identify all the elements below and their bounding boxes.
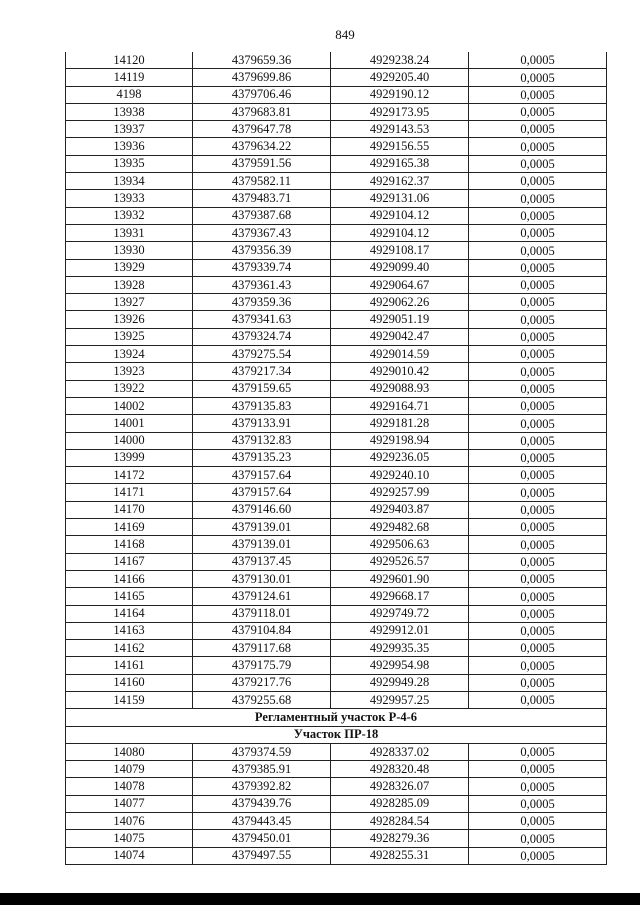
- x-coordinate-cell: 4379255.68: [193, 691, 331, 708]
- y-coordinate-cell: 4929912.01: [331, 622, 469, 639]
- table-row: [66, 830, 607, 847]
- table-row: [66, 380, 607, 397]
- x-coordinate-cell: 4379157.64: [193, 484, 331, 501]
- point-id-cell: 13933: [66, 190, 193, 207]
- accuracy-cell: 0,0005: [469, 294, 607, 311]
- x-coordinate-cell: 4379367.43: [193, 224, 331, 241]
- accuracy-cell: 0,0005: [469, 761, 607, 778]
- point-id-cell: 14166: [66, 570, 193, 587]
- table-row: [66, 484, 607, 501]
- point-id-cell: 14170: [66, 501, 193, 518]
- table-row: [66, 346, 607, 363]
- point-id-cell: 14076: [66, 813, 193, 830]
- table-row: [66, 86, 607, 103]
- table-row: [66, 415, 607, 432]
- point-id-cell: 13936: [66, 138, 193, 155]
- x-coordinate-cell: 4379159.65: [193, 380, 331, 397]
- accuracy-cell: 0,0005: [469, 346, 607, 363]
- accuracy-cell: 0,0005: [469, 467, 607, 484]
- y-coordinate-cell: 4929240.10: [331, 467, 469, 484]
- coordinates-table-top-body: [66, 52, 607, 709]
- x-coordinate-cell: 4379217.34: [193, 363, 331, 380]
- y-coordinate-cell: 4929236.05: [331, 449, 469, 466]
- x-coordinate-cell: 4379130.01: [193, 570, 331, 587]
- x-coordinate-cell: 4379137.45: [193, 553, 331, 570]
- point-id-cell: 14000: [66, 432, 193, 449]
- point-id-cell: 13930: [66, 242, 193, 259]
- subsection-heading-row: [66, 726, 607, 743]
- table-row: [66, 311, 607, 328]
- accuracy-cell: 0,0005: [469, 397, 607, 414]
- section-heading-body: [66, 709, 607, 744]
- y-coordinate-cell: 4929010.42: [331, 363, 469, 380]
- table-row: [66, 69, 607, 86]
- y-coordinate-cell: 4929131.06: [331, 190, 469, 207]
- table-row: [66, 190, 607, 207]
- accuracy-cell: 0,0005: [469, 363, 607, 380]
- accuracy-cell: 0,0005: [469, 86, 607, 103]
- table-row: [66, 328, 607, 345]
- accuracy-cell: 0,0005: [469, 449, 607, 466]
- x-coordinate-cell: 4379361.43: [193, 276, 331, 293]
- x-coordinate-cell: 4379217.76: [193, 674, 331, 691]
- section-heading: Регламентный участок Р-4-6: [66, 709, 607, 726]
- x-coordinate-cell: 4379118.01: [193, 605, 331, 622]
- accuracy-cell: 0,0005: [469, 640, 607, 657]
- subsection-heading: Участок ПР-18: [66, 726, 607, 743]
- x-coordinate-cell: 4379132.83: [193, 432, 331, 449]
- x-coordinate-cell: 4379439.76: [193, 795, 331, 812]
- point-id-cell: 14167: [66, 553, 193, 570]
- point-id-cell: 13926: [66, 311, 193, 328]
- x-coordinate-cell: 4379104.84: [193, 622, 331, 639]
- x-coordinate-cell: 4379275.54: [193, 346, 331, 363]
- point-id-cell: 13937: [66, 121, 193, 138]
- x-coordinate-cell: 4379385.91: [193, 761, 331, 778]
- coordinates-table-bottom-body: [66, 743, 607, 864]
- point-id-cell: 14080: [66, 743, 193, 760]
- y-coordinate-cell: 4929526.57: [331, 553, 469, 570]
- y-coordinate-cell: 4929506.63: [331, 536, 469, 553]
- point-id-cell: 13925: [66, 328, 193, 345]
- y-coordinate-cell: 4929205.40: [331, 69, 469, 86]
- x-coordinate-cell: 4379341.63: [193, 311, 331, 328]
- y-coordinate-cell: 4928255.31: [331, 847, 469, 864]
- point-id-cell: 13999: [66, 449, 193, 466]
- y-coordinate-cell: 4928337.02: [331, 743, 469, 760]
- x-coordinate-cell: 4379139.01: [193, 519, 331, 536]
- x-coordinate-cell: 4379157.64: [193, 467, 331, 484]
- table-row: [66, 674, 607, 691]
- y-coordinate-cell: 4928279.36: [331, 830, 469, 847]
- y-coordinate-cell: 4929482.68: [331, 519, 469, 536]
- table-row: [66, 224, 607, 241]
- accuracy-cell: 0,0005: [469, 691, 607, 708]
- point-id-cell: 13923: [66, 363, 193, 380]
- point-id-cell: 13929: [66, 259, 193, 276]
- table-row: [66, 363, 607, 380]
- accuracy-cell: 0,0005: [469, 173, 607, 190]
- point-id-cell: 13927: [66, 294, 193, 311]
- table-row: [66, 588, 607, 605]
- table-row: [66, 570, 607, 587]
- accuracy-cell: 0,0005: [469, 588, 607, 605]
- y-coordinate-cell: 4929403.87: [331, 501, 469, 518]
- accuracy-cell: 0,0005: [469, 830, 607, 847]
- x-coordinate-cell: 4379443.45: [193, 813, 331, 830]
- accuracy-cell: 0,0005: [469, 190, 607, 207]
- accuracy-cell: 0,0005: [469, 328, 607, 345]
- accuracy-cell: 0,0005: [469, 501, 607, 518]
- y-coordinate-cell: 4929088.93: [331, 380, 469, 397]
- x-coordinate-cell: 4379392.82: [193, 778, 331, 795]
- point-id-cell: 14119: [66, 69, 193, 86]
- table-row: [66, 536, 607, 553]
- point-id-cell: 14160: [66, 674, 193, 691]
- x-coordinate-cell: 4379706.46: [193, 86, 331, 103]
- accuracy-cell: 0,0005: [469, 224, 607, 241]
- point-id-cell: 14164: [66, 605, 193, 622]
- table-row: [66, 259, 607, 276]
- accuracy-cell: 0,0005: [469, 743, 607, 760]
- point-id-cell: 14120: [66, 52, 193, 69]
- table-row: [66, 207, 607, 224]
- table-row: [66, 397, 607, 414]
- table-row: [66, 449, 607, 466]
- y-coordinate-cell: 4928320.48: [331, 761, 469, 778]
- x-coordinate-cell: 4379324.74: [193, 328, 331, 345]
- y-coordinate-cell: 4929749.72: [331, 605, 469, 622]
- accuracy-cell: 0,0005: [469, 276, 607, 293]
- point-id-cell: 14161: [66, 657, 193, 674]
- y-coordinate-cell: 4929099.40: [331, 259, 469, 276]
- accuracy-cell: 0,0005: [469, 847, 607, 864]
- accuracy-cell: 0,0005: [469, 52, 607, 69]
- point-id-cell: 14171: [66, 484, 193, 501]
- x-coordinate-cell: 4379133.91: [193, 415, 331, 432]
- x-coordinate-cell: 4379175.79: [193, 657, 331, 674]
- accuracy-cell: 0,0005: [469, 103, 607, 120]
- point-id-cell: 14159: [66, 691, 193, 708]
- table-row: [66, 467, 607, 484]
- y-coordinate-cell: 4929162.37: [331, 173, 469, 190]
- y-coordinate-cell: 4929108.17: [331, 242, 469, 259]
- table-row: [66, 173, 607, 190]
- x-coordinate-cell: 4379139.01: [193, 536, 331, 553]
- x-coordinate-cell: 4379374.59: [193, 743, 331, 760]
- accuracy-cell: 0,0005: [469, 155, 607, 172]
- y-coordinate-cell: 4929181.28: [331, 415, 469, 432]
- point-id-cell: 14075: [66, 830, 193, 847]
- y-coordinate-cell: 4929668.17: [331, 588, 469, 605]
- accuracy-cell: 0,0005: [469, 69, 607, 86]
- table-row: [66, 847, 607, 864]
- table-row: [66, 155, 607, 172]
- scan-edge: [0, 893, 640, 905]
- y-coordinate-cell: 4929238.24: [331, 52, 469, 69]
- accuracy-cell: 0,0005: [469, 795, 607, 812]
- point-id-cell: 14079: [66, 761, 193, 778]
- point-id-cell: 14165: [66, 588, 193, 605]
- y-coordinate-cell: 4929062.26: [331, 294, 469, 311]
- accuracy-cell: 0,0005: [469, 570, 607, 587]
- accuracy-cell: 0,0005: [469, 553, 607, 570]
- x-coordinate-cell: 4379339.74: [193, 259, 331, 276]
- point-id-cell: 14163: [66, 622, 193, 639]
- y-coordinate-cell: 4929156.55: [331, 138, 469, 155]
- point-id-cell: 13928: [66, 276, 193, 293]
- y-coordinate-cell: 4929954.98: [331, 657, 469, 674]
- y-coordinate-cell: 4929104.12: [331, 224, 469, 241]
- accuracy-cell: 0,0005: [469, 674, 607, 691]
- accuracy-cell: 0,0005: [469, 121, 607, 138]
- point-id-cell: 14172: [66, 467, 193, 484]
- accuracy-cell: 0,0005: [469, 242, 607, 259]
- table-row: [66, 121, 607, 138]
- point-id-cell: 14077: [66, 795, 193, 812]
- x-coordinate-cell: 4379647.78: [193, 121, 331, 138]
- table-row: [66, 743, 607, 760]
- point-id-cell: 14074: [66, 847, 193, 864]
- point-id-cell: 14168: [66, 536, 193, 553]
- page-number: 849: [335, 27, 355, 42]
- y-coordinate-cell: 4928326.07: [331, 778, 469, 795]
- point-id-cell: 13922: [66, 380, 193, 397]
- y-coordinate-cell: 4929198.94: [331, 432, 469, 449]
- point-id-cell: 13935: [66, 155, 193, 172]
- section-heading-row: [66, 709, 607, 726]
- table-row: [66, 761, 607, 778]
- point-id-cell: 14002: [66, 397, 193, 414]
- point-id-cell: 13931: [66, 224, 193, 241]
- y-coordinate-cell: 4929949.28: [331, 674, 469, 691]
- point-id-cell: 13924: [66, 346, 193, 363]
- accuracy-cell: 0,0005: [469, 657, 607, 674]
- x-coordinate-cell: 4379117.68: [193, 640, 331, 657]
- accuracy-cell: 0,0005: [469, 432, 607, 449]
- accuracy-cell: 0,0005: [469, 380, 607, 397]
- y-coordinate-cell: 4929051.19: [331, 311, 469, 328]
- x-coordinate-cell: 4379359.36: [193, 294, 331, 311]
- accuracy-cell: 0,0005: [469, 138, 607, 155]
- x-coordinate-cell: 4379124.61: [193, 588, 331, 605]
- table-row: [66, 553, 607, 570]
- x-coordinate-cell: 4379135.83: [193, 397, 331, 414]
- table-row: [66, 622, 607, 639]
- y-coordinate-cell: 4929601.90: [331, 570, 469, 587]
- x-coordinate-cell: 4379135.23: [193, 449, 331, 466]
- table-row: [66, 242, 607, 259]
- y-coordinate-cell: 4929042.47: [331, 328, 469, 345]
- point-id-cell: 13938: [66, 103, 193, 120]
- table-row: [66, 138, 607, 155]
- table-row: [66, 52, 607, 69]
- y-coordinate-cell: 4929957.25: [331, 691, 469, 708]
- x-coordinate-cell: 4379659.36: [193, 52, 331, 69]
- accuracy-cell: 0,0005: [469, 622, 607, 639]
- accuracy-cell: 0,0005: [469, 484, 607, 501]
- y-coordinate-cell: 4929935.35: [331, 640, 469, 657]
- accuracy-cell: 0,0005: [469, 311, 607, 328]
- x-coordinate-cell: 4379356.39: [193, 242, 331, 259]
- table-row: [66, 640, 607, 657]
- y-coordinate-cell: 4929164.71: [331, 397, 469, 414]
- y-coordinate-cell: 4928284.54: [331, 813, 469, 830]
- y-coordinate-cell: 4929143.53: [331, 121, 469, 138]
- accuracy-cell: 0,0005: [469, 415, 607, 432]
- accuracy-cell: 0,0005: [469, 259, 607, 276]
- y-coordinate-cell: 4928285.09: [331, 795, 469, 812]
- y-coordinate-cell: 4929064.67: [331, 276, 469, 293]
- x-coordinate-cell: 4379634.22: [193, 138, 331, 155]
- point-id-cell: 4198: [66, 86, 193, 103]
- table-row: [66, 501, 607, 518]
- x-coordinate-cell: 4379387.68: [193, 207, 331, 224]
- y-coordinate-cell: 4929014.59: [331, 346, 469, 363]
- x-coordinate-cell: 4379450.01: [193, 830, 331, 847]
- accuracy-cell: 0,0005: [469, 813, 607, 830]
- accuracy-cell: 0,0005: [469, 605, 607, 622]
- table-row: [66, 294, 607, 311]
- point-id-cell: 14162: [66, 640, 193, 657]
- table-row: [66, 691, 607, 708]
- table-row: [66, 813, 607, 830]
- y-coordinate-cell: 4929104.12: [331, 207, 469, 224]
- y-coordinate-cell: 4929173.95: [331, 103, 469, 120]
- x-coordinate-cell: 4379483.71: [193, 190, 331, 207]
- x-coordinate-cell: 4379699.86: [193, 69, 331, 86]
- point-id-cell: 14001: [66, 415, 193, 432]
- table-row: [66, 795, 607, 812]
- x-coordinate-cell: 4379497.55: [193, 847, 331, 864]
- coordinates-table: [65, 52, 607, 865]
- accuracy-cell: 0,0005: [469, 778, 607, 795]
- x-coordinate-cell: 4379582.11: [193, 173, 331, 190]
- x-coordinate-cell: 4379591.56: [193, 155, 331, 172]
- point-id-cell: 13932: [66, 207, 193, 224]
- table-row: [66, 657, 607, 674]
- point-id-cell: 14078: [66, 778, 193, 795]
- table-row: [66, 778, 607, 795]
- table-row: [66, 432, 607, 449]
- accuracy-cell: 0,0005: [469, 536, 607, 553]
- x-coordinate-cell: 4379683.81: [193, 103, 331, 120]
- y-coordinate-cell: 4929165.38: [331, 155, 469, 172]
- y-coordinate-cell: 4929257.99: [331, 484, 469, 501]
- table-row: [66, 103, 607, 120]
- y-coordinate-cell: 4929190.12: [331, 86, 469, 103]
- table-row: [66, 519, 607, 536]
- point-id-cell: 13934: [66, 173, 193, 190]
- table-row: [66, 605, 607, 622]
- point-id-cell: 14169: [66, 519, 193, 536]
- accuracy-cell: 0,0005: [469, 207, 607, 224]
- x-coordinate-cell: 4379146.60: [193, 501, 331, 518]
- table-row: [66, 276, 607, 293]
- accuracy-cell: 0,0005: [469, 519, 607, 536]
